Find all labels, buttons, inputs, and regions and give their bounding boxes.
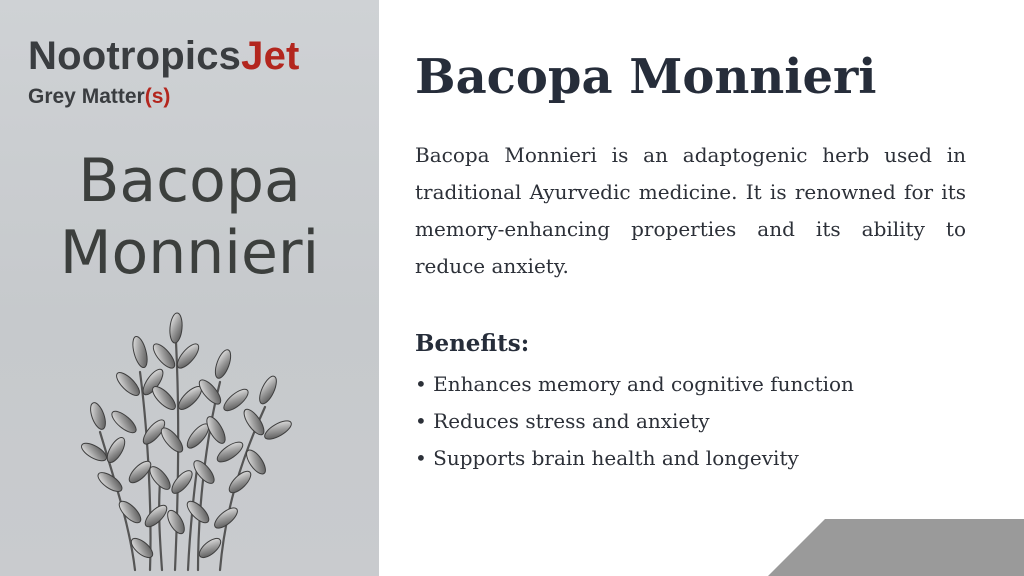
page-title: Bacopa Monnieri <box>415 49 877 105</box>
brand-tagline <box>28 85 170 109</box>
plant-illustration <box>80 312 300 572</box>
corner-decoration <box>768 519 1024 576</box>
corner-shape <box>768 519 1024 576</box>
product-image-panel <box>0 0 379 576</box>
panel-title-line1: Bacopa <box>78 146 301 216</box>
benefit-item: • Reduces stress and anxiety <box>415 409 710 433</box>
benefits-heading: Benefits: <box>415 330 530 357</box>
benefits-list <box>415 366 854 477</box>
tagline-prefix: Grey Matter <box>28 85 145 108</box>
benefit-item: • Enhances memory and cognitive function <box>415 372 854 396</box>
panel-title-line2: Monnieri <box>59 218 320 288</box>
description-paragraph: Bacopa Monnieri is an adaptogenic herb used in traditional Ayurvedic medicine. It is renowned for its memory-enhancing properties and its ability to reduce anxiety. <box>415 143 966 278</box>
brand-accent: Jet <box>241 34 300 78</box>
tagline-accent: (s) <box>144 85 171 108</box>
brand-name: Nootropics <box>28 34 242 78</box>
brand-logo <box>28 34 300 78</box>
benefit-item: • Supports brain health and longevity <box>415 446 799 470</box>
